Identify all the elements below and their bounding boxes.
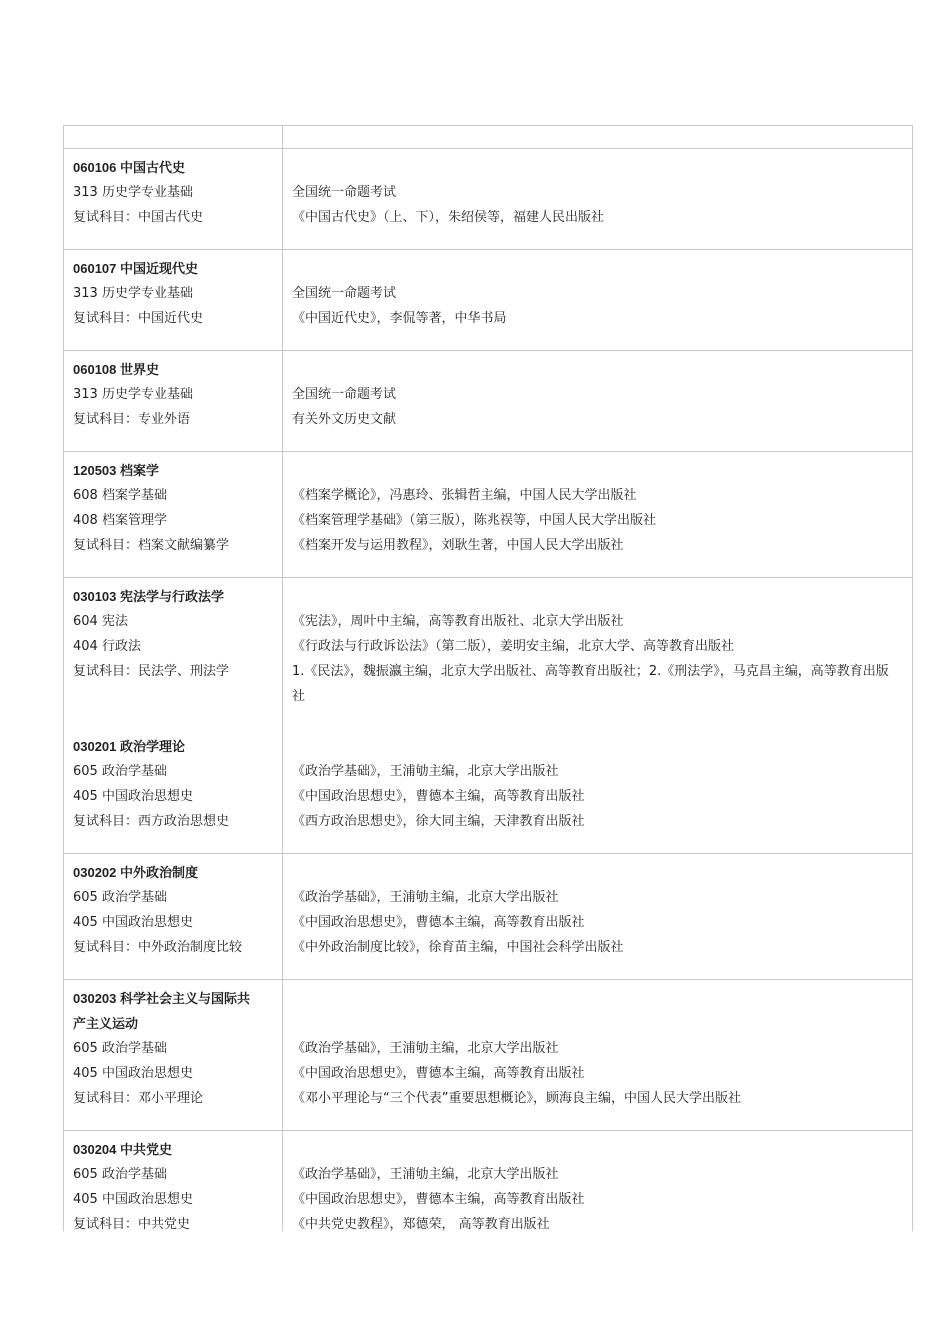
exam-subject: 405 中国政治思想史 [73, 789, 193, 804]
subject-cell [64, 149, 283, 249]
retest-subject: 复试科目：中共党史 [73, 1217, 191, 1232]
reference-cell [283, 578, 912, 853]
table-row [64, 452, 912, 578]
reference-line: 《中国近代史》，李侃等著，中华书局 [292, 311, 507, 326]
subject-cell [64, 250, 283, 350]
exam-subject: 408 档案管理学 [73, 513, 167, 528]
reference-line: 《宪法》，周叶中主编，高等教育出版社、北京大学出版社 [292, 614, 624, 629]
exam-subject: 313 历史学专业基础 [73, 185, 193, 200]
header-right-cell [283, 126, 912, 148]
subject-code-title: 030202 中外政治制度 [73, 865, 198, 880]
exam-subject: 604 宪法 [73, 614, 128, 629]
reference-line: 全国统一命题考试 [292, 387, 397, 402]
subject-cell [64, 578, 283, 853]
subject-code-title-continued: 产主义运动 [73, 1016, 139, 1031]
reference-line: 有关外文历史文献 [292, 412, 397, 427]
reference-line [292, 155, 898, 180]
reference-line [292, 860, 898, 885]
reference-line [292, 1011, 898, 1036]
subject-cell [64, 980, 283, 1130]
subject-cell [64, 1131, 283, 1231]
table-row [64, 980, 912, 1131]
exam-subject: 608 档案学基础 [73, 488, 167, 503]
exam-subject: 313 历史学专业基础 [73, 286, 193, 301]
reference-line: 《政治学基础》，王浦劬主编，北京大学出版社 [292, 1167, 559, 1182]
exam-subject: 405 中国政治思想史 [73, 915, 193, 930]
reference-line [292, 584, 898, 609]
reference-line: 《中外政治制度比较》，徐育苗主编，中国社会科学出版社 [292, 940, 624, 955]
reference-cell [283, 452, 912, 577]
reference-cell [283, 351, 912, 451]
subject-code-title: 030103 宪法学与行政法学 [73, 589, 224, 604]
exam-subject: 405 中国政治思想史 [73, 1192, 193, 1207]
reference-line: 《政治学基础》，王浦劬主编，北京大学出版社 [292, 764, 559, 779]
reference-line: 《中国古代史》（上、下），朱绍侯等，福建人民出版社 [292, 210, 605, 225]
exam-subject: 605 政治学基础 [73, 1041, 167, 1056]
reference-line: 1.《民法》，魏振瀛主编，北京大学出版社、高等教育出版社；2.《刑法学》，马克昌主编，高等教育出版社 [292, 664, 889, 704]
retest-subject: 复试科目：西方政治思想史 [73, 814, 230, 829]
reference-cell [283, 149, 912, 249]
exam-subject: 313 历史学专业基础 [73, 387, 193, 402]
retest-subject: 复试科目：中国古代史 [73, 210, 204, 225]
reference-line: 《中国政治思想史》，曹德本主编，高等教育出版社 [292, 915, 585, 930]
exam-subject: 405 中国政治思想史 [73, 1066, 193, 1081]
reference-line: 《中国政治思想史》，曹德本主编，高等教育出版社 [292, 1066, 585, 1081]
table-row [64, 578, 912, 854]
reference-line: 《档案学概论》，冯惠玲、张辑哲主编，中国人民大学出版社 [292, 488, 637, 503]
reference-line: 《档案管理学基础》（第三版），陈兆祦等，中国人民大学出版社 [292, 513, 657, 528]
retest-subject: 复试科目：中国近代史 [73, 311, 204, 326]
reference-line: 《政治学基础》，王浦劬主编，北京大学出版社 [292, 1041, 559, 1056]
reference-line [292, 734, 898, 759]
retest-subject: 复试科目：中外政治制度比较 [73, 940, 243, 955]
retest-subject: 复试科目：民法学、刑法学 [73, 664, 230, 679]
reference-line [292, 458, 898, 483]
reference-line: 《政治学基础》，王浦劬主编，北京大学出版社 [292, 890, 559, 905]
subject-code-title: 060107 中国近现代史 [73, 261, 198, 276]
reference-line: 《档案开发与运用教程》，刘耿生著，中国人民大学出版社 [292, 538, 624, 553]
exam-subject: 404 行政法 [73, 639, 141, 654]
subject-cell [64, 854, 283, 979]
table-row [64, 351, 912, 452]
exam-subject: 605 政治学基础 [73, 764, 167, 779]
reference-line: 《中国政治思想史》，曹德本主编，高等教育出版社 [292, 1192, 585, 1207]
reference-line: 全国统一命题考试 [292, 286, 397, 301]
reference-line: 《中共党史教程》，郑德荣， 高等教育出版社 [292, 1217, 550, 1232]
reference-cell [283, 854, 912, 979]
reference-line [292, 986, 898, 1011]
subject-cell [64, 351, 283, 451]
reference-line: 《行政法与行政诉讼法》（第二版），姜明安主编，北京大学、高等教育出版社 [292, 639, 735, 654]
exam-subject: 605 政治学基础 [73, 1167, 167, 1182]
reference-line: 《邓小平理论与“三个代表”重要思想概论》，顾海良主编，中国人民大学出版社 [292, 1091, 741, 1106]
exam-subject: 605 政治学基础 [73, 890, 167, 905]
table-row [64, 250, 912, 351]
subject-code-title: 120503 档案学 [73, 463, 159, 478]
subject-code-title: 030203 科学社会主义与国际共 [73, 991, 250, 1006]
exam-table [63, 125, 913, 1231]
reference-line: 《中国政治思想史》，曹德本主编，高等教育出版社 [292, 789, 585, 804]
reference-line: 全国统一命题考试 [292, 185, 397, 200]
reference-cell [283, 250, 912, 350]
retest-subject: 复试科目：档案文献编纂学 [73, 538, 230, 553]
subject-code-title: 060106 中国古代史 [73, 160, 185, 175]
subject-code-title: 030204 中共党史 [73, 1142, 172, 1157]
subject-code-title: 060108 世界史 [73, 362, 159, 377]
table-row [64, 1131, 912, 1231]
header-left-cell [64, 126, 283, 148]
subject-code-title: 030201 政治学理论 [73, 739, 185, 754]
table-header-row [64, 126, 912, 149]
reference-cell [283, 1131, 912, 1231]
reference-line [292, 357, 898, 382]
reference-line [292, 1137, 898, 1162]
retest-subject: 复试科目：专业外语 [73, 412, 191, 427]
reference-line [292, 256, 898, 281]
retest-subject: 复试科目：邓小平理论 [73, 1091, 204, 1106]
reference-cell [283, 980, 912, 1130]
reference-line: 《西方政治思想史》，徐大同主编，天津教育出版社 [292, 814, 585, 829]
table-row [64, 854, 912, 980]
table-row [64, 149, 912, 250]
subject-cell [64, 452, 283, 577]
